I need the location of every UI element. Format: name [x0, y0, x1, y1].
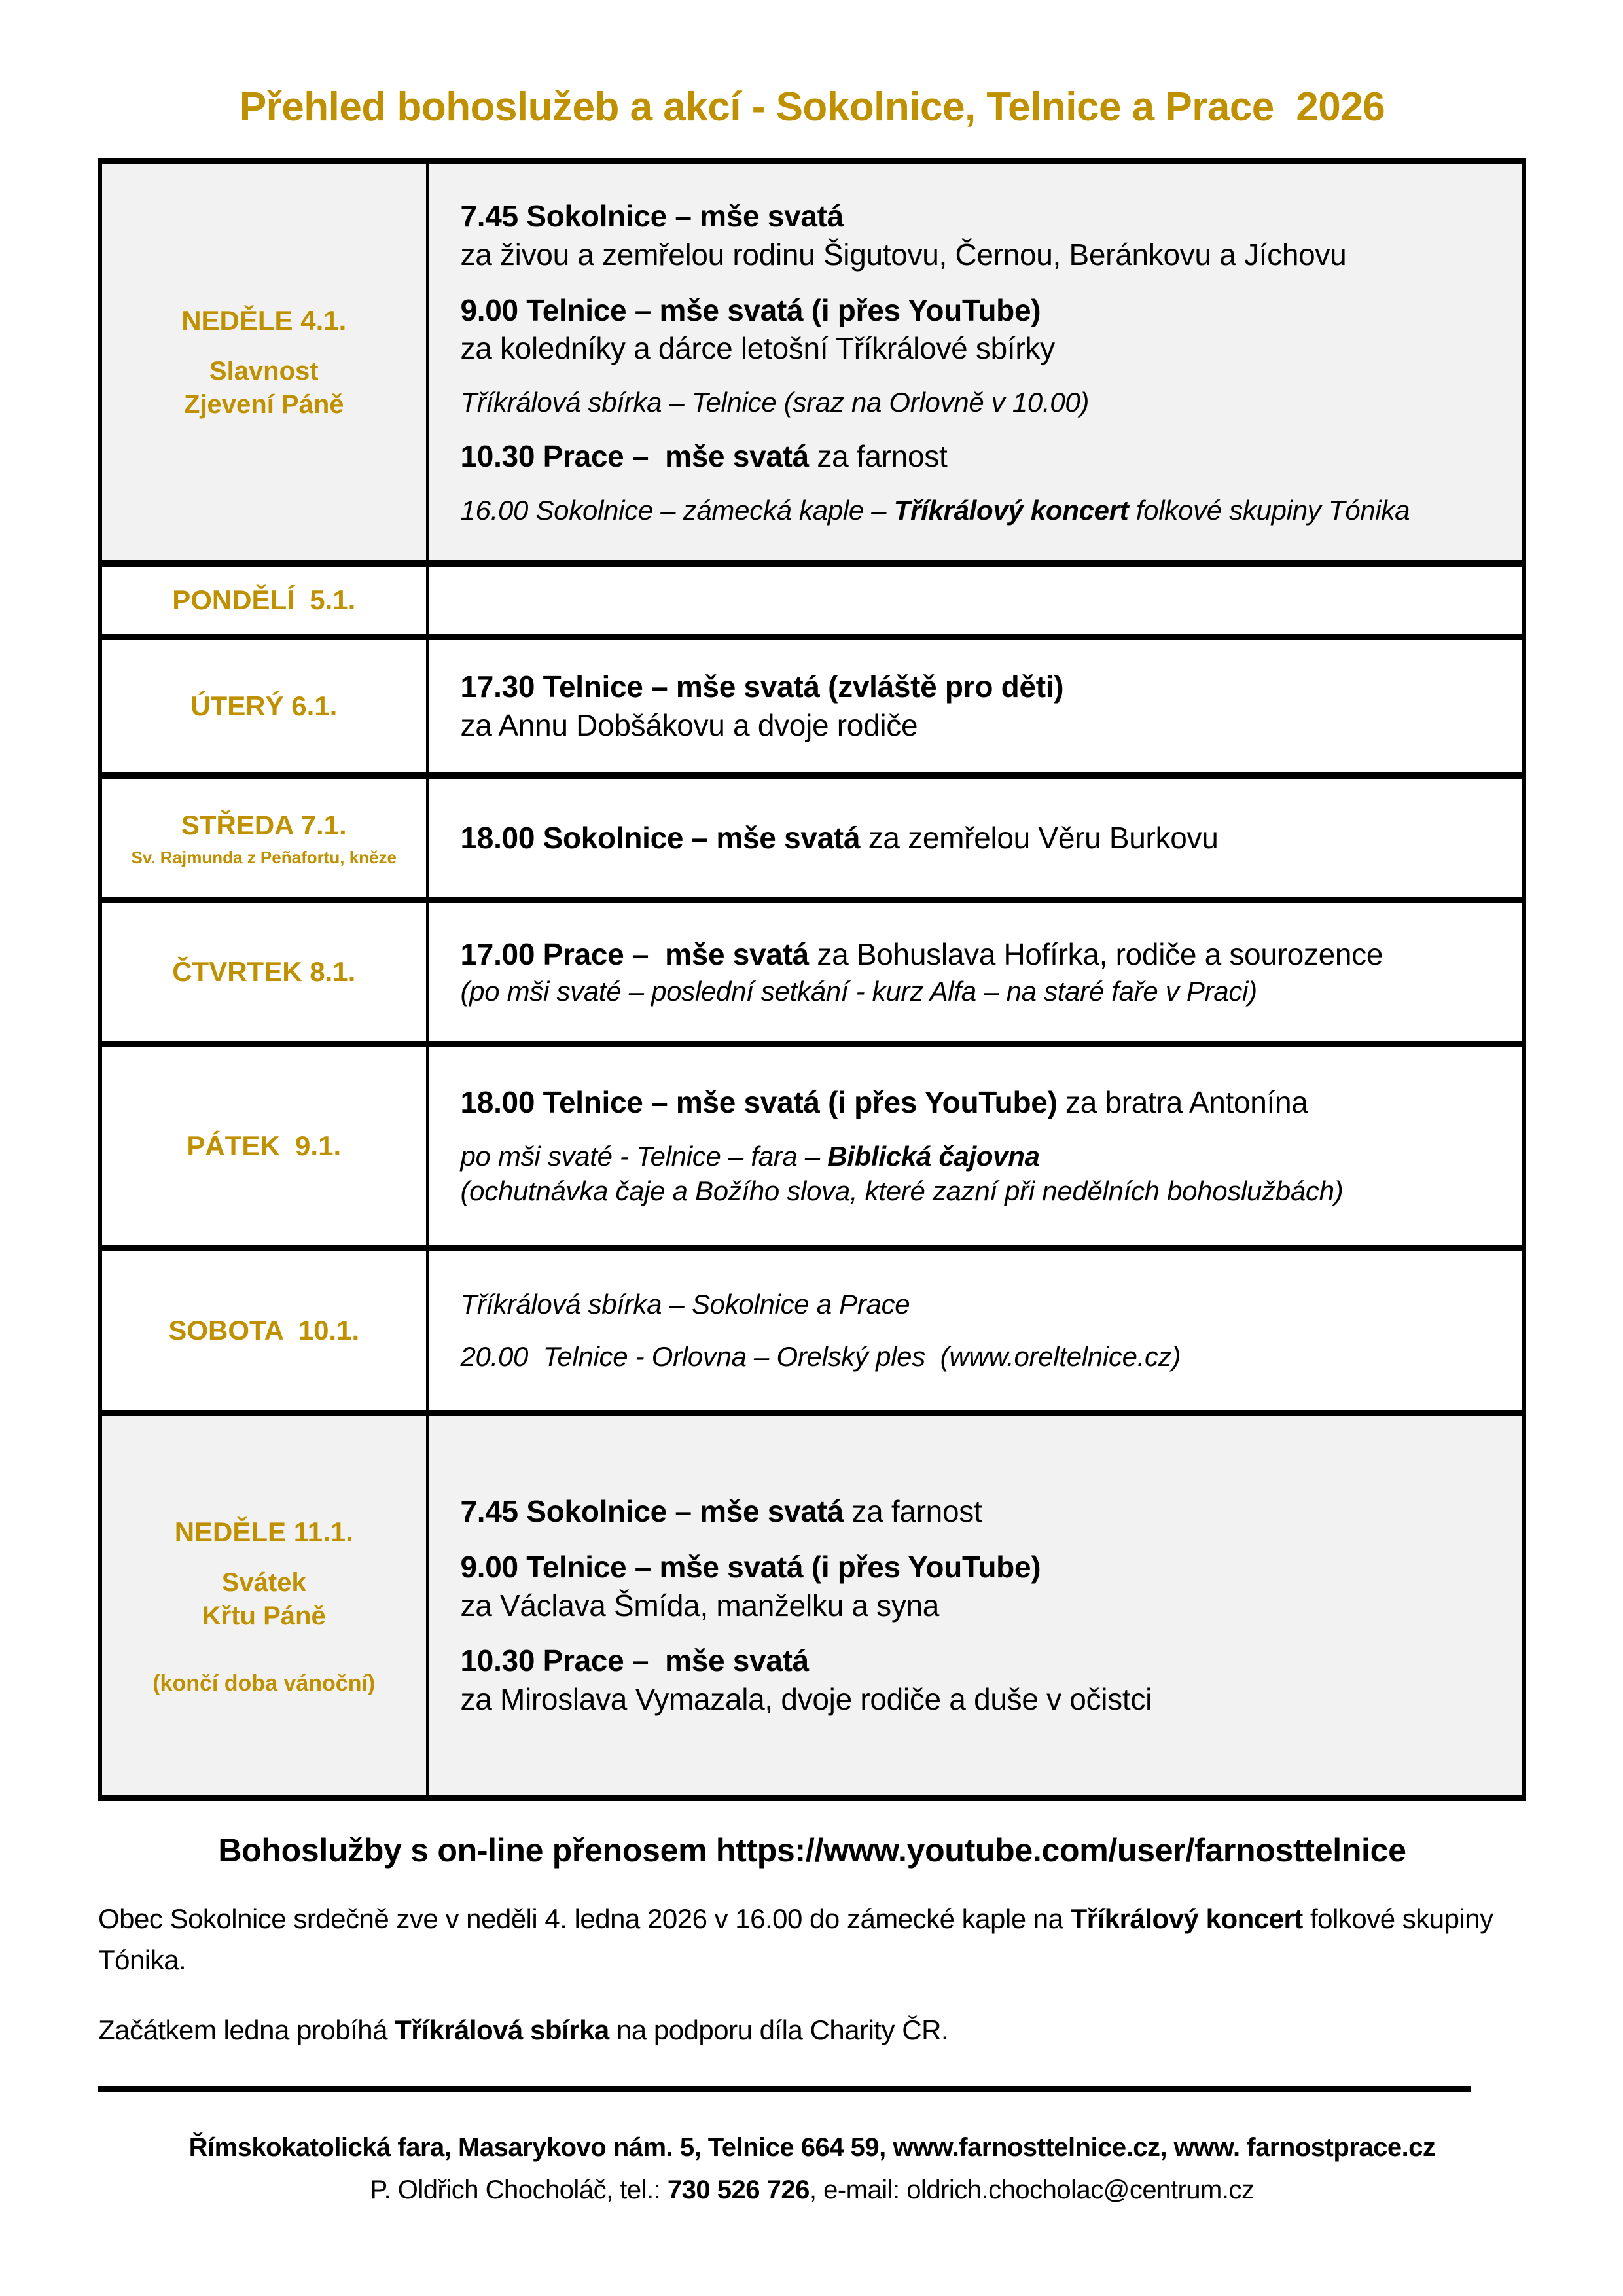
event-text: 17.30 Telnice – mše svatá (zvláště pro děti): [460, 670, 1064, 704]
event-line: [461, 1548, 1511, 1587]
feast-label: Slavnost: [209, 356, 319, 386]
event-text: 10.30 Prace – mše svatá: [460, 1643, 809, 1678]
event-text: za farnost: [843, 1494, 982, 1528]
events-cell: [427, 776, 1524, 900]
event-line: [461, 1339, 1511, 1374]
event-text: folkové skupiny Tónika: [1128, 494, 1410, 526]
table-row-patek-9-1: [100, 1044, 1524, 1248]
events-cell: [427, 1044, 1524, 1248]
announcement-paragraph: [98, 1898, 1526, 1981]
event-paragraph: [461, 935, 1511, 1009]
event-line: [461, 1083, 1511, 1122]
event-text: 7.45 Sokolnice – mše svatá: [460, 198, 844, 233]
table-row-nedele-11-1: [100, 1413, 1524, 1798]
day-cell: [100, 900, 427, 1044]
day-label: STŘEDA 7.1.: [181, 810, 347, 841]
table-row-streda-7-1: [100, 776, 1524, 900]
event-line: [461, 1680, 1511, 1719]
event-paragraph: [461, 819, 1511, 857]
online-broadcast-note: Bohoslužby s on-line přenosem https://www.youtube.com/user/farnosttelnice: [218, 1832, 1406, 1869]
footer-contact-text: P. Oldřich Chocholáč, tel.:: [370, 2176, 668, 2205]
event-text: 20.00 Telnice - Orlovna – Orelský ples (www.oreltelnice.cz): [460, 1341, 1181, 1372]
day-cell: [100, 637, 427, 776]
event-line: [461, 1492, 1511, 1531]
event-text: 18.00 Sokolnice – mše svatá: [460, 820, 861, 855]
events-cell: [427, 900, 1524, 1044]
event-paragraph: [461, 1548, 1511, 1625]
events-cell: [427, 637, 1524, 776]
event-text: Tříkrálová sbírka – Telnice (sraz na Orlovně v 10.00): [460, 387, 1090, 418]
day-label: NEDĚLE 11.1.: [174, 1516, 353, 1548]
day-cell: [100, 161, 427, 564]
event-line: [461, 1287, 1511, 1322]
event-text: 16.00 Sokolnice – zámecká kaple –: [460, 494, 894, 526]
event-line: [461, 706, 1511, 745]
event-text: za živou a zemřelou rodinu Šigutovu, Černou, Beránkovu a Jíchovu: [460, 237, 1347, 272]
event-line: [461, 1139, 1511, 1174]
event-line: [461, 1641, 1511, 1680]
day-cell: [100, 776, 427, 900]
event-text: za Bohuslava Hofírka, rodiče a sourozence: [808, 937, 1383, 971]
schedule-table: [98, 158, 1526, 1801]
day-label: NEDĚLE 4.1.: [181, 305, 347, 336]
footer-contact: [98, 2176, 1526, 2205]
event-paragraph: [461, 291, 1511, 368]
feast-label-group: [111, 355, 417, 422]
event-paragraph: [461, 1339, 1511, 1374]
announcement-text: folkové skupiny Tónika.: [98, 1903, 1501, 1976]
events-cell: [427, 1248, 1524, 1413]
footer-phone: 730 526 726: [667, 2176, 810, 2205]
event-paragraph: [461, 1139, 1511, 1210]
day-label: ČTVRTEK 8.1.: [172, 956, 356, 987]
event-text: 9.00 Telnice – mše svatá (i přes YouTube): [460, 1549, 1041, 1584]
table-row-ctvrtek-8-1: [100, 900, 1524, 1044]
table-row-utery-6-1: [100, 637, 1524, 776]
event-text: za zemřelou Věru Burkovu: [860, 820, 1219, 855]
day-cell: [100, 1044, 427, 1248]
event-line: [461, 236, 1511, 274]
event-text: 10.30 Prace – mše svatá: [460, 439, 809, 474]
event-line: [461, 493, 1511, 528]
event-text: po mši svaté - Telnice – fara –: [460, 1140, 828, 1172]
event-text: za koledníky a dárce letošní Tříkrálové sbírky: [460, 331, 1055, 366]
table-row-sobota-10-1: [100, 1248, 1524, 1413]
day-label: PÁTEK 9.1.: [187, 1130, 342, 1161]
event-text: za Annu Dobšákovu a dvoje rodiče: [460, 708, 918, 743]
event-text: 18.00 Telnice – mše svatá (i přes YouTube): [460, 1085, 1058, 1119]
event-line: [461, 1174, 1511, 1209]
event-line: [461, 437, 1511, 476]
announcement-paragraph: [98, 2009, 1526, 2051]
day-label: ÚTERÝ 6.1.: [190, 690, 338, 721]
event-text: za Václava Šmída, manželku a syna: [460, 1588, 940, 1623]
events-cell: [427, 564, 1524, 637]
saint-label: Sv. Rajmunda z Peñafortu, kněze: [131, 847, 397, 867]
event-line: [461, 668, 1511, 706]
feast-label-group: [111, 1566, 417, 1633]
announcement-text: Tříkrálový koncert: [1070, 1903, 1303, 1935]
table-row-pondeli-5-1: [100, 564, 1524, 637]
event-line: [461, 935, 1511, 974]
feast-label: Zjevení Páně: [183, 390, 344, 420]
day-cell: [100, 1413, 427, 1798]
table-row-nedele-4-1: [100, 161, 1524, 564]
event-paragraph: [461, 385, 1511, 420]
announcement-text: Tříkrálová sbírka: [395, 2015, 609, 2046]
event-line: [461, 1587, 1511, 1625]
event-paragraph: [461, 668, 1511, 745]
event-text: 17.00 Prace – mše svatá: [460, 937, 809, 971]
event-text: (po mši svaté – poslední setkání - kurz Alfa – na staré faře v Praci): [460, 975, 1257, 1007]
event-text: Tříkrálová sbírka – Sokolnice a Prace: [460, 1289, 910, 1320]
event-line: [461, 819, 1511, 857]
event-text: 7.45 Sokolnice – mše svatá: [460, 1494, 844, 1528]
event-text: za farnost: [808, 439, 948, 474]
event-line: [461, 291, 1511, 330]
event-paragraph: [461, 197, 1511, 274]
event-text: Biblická čajovna: [827, 1140, 1040, 1172]
day-label: PONDĚLÍ 5.1.: [172, 584, 356, 615]
event-paragraph: [461, 1287, 1511, 1322]
footer-address: Římskokatolická fara, Masarykovo nám. 5, Telnice 664 59, www.farnosttelnice.cz, www. farnostprace.cz: [188, 2133, 1436, 2162]
feast-label: Křtu Páně: [202, 1601, 326, 1630]
event-text: za bratra Antonína: [1057, 1085, 1308, 1119]
day-label: SOBOTA 10.1.: [168, 1314, 360, 1346]
footer-contact-text: , e-mail: oldrich.chocholac@centrum.cz: [809, 2176, 1255, 2205]
event-text: 9.00 Telnice – mše svatá (i přes YouTube): [460, 293, 1041, 327]
event-paragraph: [461, 493, 1511, 528]
event-paragraph: [461, 1083, 1511, 1122]
event-line: [461, 329, 1511, 368]
event-text: Tříkrálový koncert: [893, 494, 1129, 526]
event-paragraph: [461, 1641, 1511, 1719]
season-note: (končí doba vánoční): [152, 1671, 376, 1696]
day-cell: [100, 1248, 427, 1413]
event-paragraph: [461, 1492, 1511, 1531]
event-line: [461, 197, 1511, 236]
event-line: [461, 385, 1511, 420]
event-text: za Miroslava Vymazala, dvoje rodiče a duše v očistci: [460, 1682, 1152, 1717]
events-cell: [427, 161, 1524, 564]
announcement-text: Obec Sokolnice srdečně zve v neděli 4. ledna 2026 v 16.00 do zámecké kaple na: [98, 1903, 1071, 1935]
feast-label: Svátek: [221, 1568, 306, 1597]
footer-divider: [98, 2086, 1471, 2092]
event-text: (ochutnávka čaje a Božího slova, které zazní při nedělních bohoslužbách): [460, 1175, 1344, 1207]
announcement-text: Začátkem ledna probíhá: [98, 2015, 395, 2046]
page-title: Přehled bohoslužeb a akcí - Sokolnice, Telnice a Prace 2026: [239, 84, 1385, 130]
event-line: [461, 974, 1511, 1009]
event-paragraph: [461, 437, 1511, 476]
announcement-text: na podporu díla Charity ČR.: [609, 2015, 949, 2046]
day-cell: [100, 564, 427, 637]
events-cell: [427, 1413, 1524, 1798]
